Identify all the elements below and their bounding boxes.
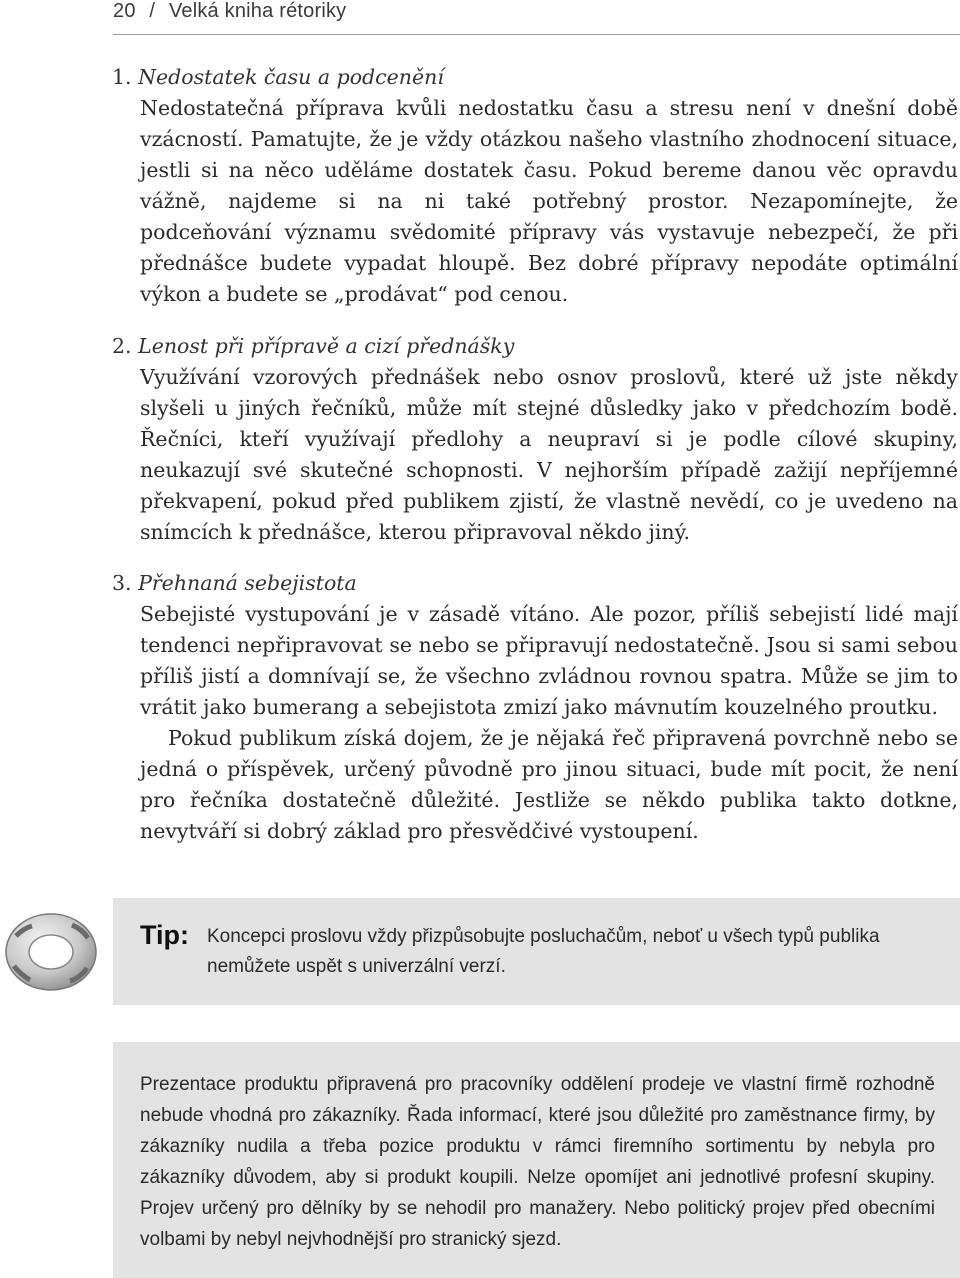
section-title <box>112 331 958 362</box>
paragraph: Využívání vzorových přednášek nebo osnov proslovů, které už jste někdy slyšeli u jiných řečníků, může mít stejné důsledky jako v předchozím bodě. Řečníci, kteří využívají předlohy a neupraví si je podle cílové skupiny, neukazují své skutečné schopnosti. V nejhorším případě zažijí nepříjemné překvapení, pokud před publikem zjistí, že vlastně nevědí, co je uvedeno na snímcích k přednášce, kterou připravoval někdo jiný. <box>140 365 958 544</box>
paragraph: Nedostatečná příprava kvůli nedostatku času a stresu není v dnešní době vzácností. Pamatujte, že je vždy otázkou našeho vlastního zhodnocení situace, jestli si na něco uděláme dostatek času. Pokud bereme danou věc opravdu vážně, najdeme si na ni také potřebný prostor. Nezapomínejte, že podceňování významu svědomité přípravy vás vystavuje nebezpečí, že při přednášce budete vypadat hloupě. Bez dobré přípravy nepodáte optimální výkon a budete se „prodávat“ pod cenou. <box>140 96 958 306</box>
section-number: 3. <box>112 571 132 595</box>
page-number: 20 <box>113 0 136 22</box>
example-text: Prezentace produktu připravená pro pracovníky oddělení prodeje ve vlastní firmě rozhodně nebude vhodná pro zákazníky. Řada informací, které jsou důležité pro zaměstnance firmy, by zákazníky nudila a třeba pozice produktu v rámci firemního sortimentu by nebyla pro zákazníky důvodem, aby si produkt koupili. Nelze opomíjet ani jednotlivé profesní skupiny. Projev určený pro dělníky by se nehodil pro manažery. Nebo politický projev před obecními volbami by nebyl nejvhodnější pro stranický sjezd. <box>140 1074 935 1250</box>
section-title <box>112 62 958 93</box>
section-title-text: Nedostatek času a podcenění <box>138 65 444 89</box>
section-number: 2. <box>112 334 132 358</box>
main-content <box>112 62 958 847</box>
lifebuoy-icon <box>2 906 100 994</box>
running-header <box>113 0 346 23</box>
section-title-text: Lenost při přípravě a cizí přednášky <box>138 334 515 358</box>
section-title-text: Přehnaná sebejistota <box>138 571 357 595</box>
section-3 <box>112 568 958 847</box>
paragraph: Pokud publikum získá dojem, že je nějaká řeč připravená povrchně nebo se jedná o příspěvek, určený původně pro jinou situaci, bude mít pocit, že není pro řečníka dostatečně důležité. Jestliže se někdo publika takto dotkne, nevytváří si dobrý základ pro přesvědčivé vystoupení. <box>140 726 958 843</box>
section-2 <box>112 331 958 548</box>
header-separator: / <box>149 0 156 22</box>
header-rule <box>113 34 960 35</box>
section-title <box>112 568 958 599</box>
section-1 <box>112 62 958 310</box>
tip-label: Tip: <box>140 920 189 950</box>
tip-text: Koncepci proslovu vždy přizpůsobujte posluchačům, neboť u všech typů publika nemůžete uspět s univerzální verzí. <box>207 926 880 977</box>
paragraph: Sebejisté vystupování je v zásadě vítáno. Ale pozor, příliš sebejistí lidé mají tendenci nepřipravovat se nebo se připravují nedostatečně. Jsou si sami sebou příliš jistí a domnívají se, že všechno zvládnou rovnou spatra. Může se jim to vrátit jako bumerang a sebejistota zmizí jako mávnutím kouzelného proutku. <box>140 602 958 719</box>
section-number: 1. <box>112 65 132 89</box>
book-title: Velká kniha rétoriky <box>168 0 347 22</box>
